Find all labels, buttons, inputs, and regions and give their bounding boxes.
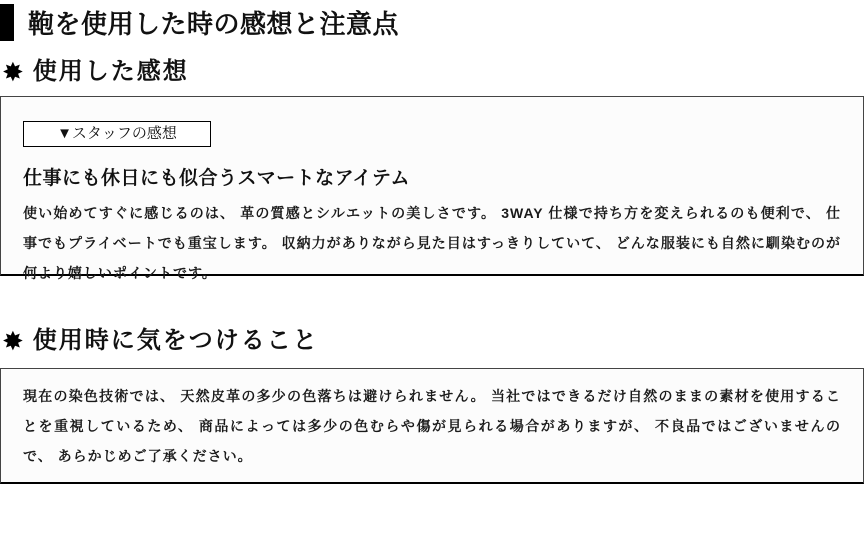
impressions-body-text: 使い始めてすぐに感じるのは、 革の質感とシルエットの美しさです。 3WAY 仕様で持ち方を変えられるのも便利で、 仕事でもプライベートでも重宝します。 収納力がありながら見た目はすっきりしていて、 どんな服装にも自然に馴染むのが何より嬉しいポイントです。 [23, 205, 841, 281]
section-heading-cautions-label: 使用時に気をつけること [32, 328, 319, 354]
page-title: 鞄を使用した時の感想と注意点 [28, 10, 400, 39]
cautions-box [0, 368, 864, 484]
title-accent-bar [0, 4, 14, 41]
page-title-row [0, 0, 864, 41]
star-icon: ✸ [2, 57, 24, 87]
star-icon: ✸ [2, 326, 24, 356]
cautions-body-text: 現在の染色技術では、 天然皮革の多少の色落ちは避けられません。 当社ではできるだけ自然のままの素材を使用することを重視しているため、 商品によっては多少の色むらや傷が見られる場合がありますが、 不良品ではございませんので、 あらかじめご了承ください。 [23, 388, 841, 464]
impressions-box [0, 96, 864, 281]
section-heading-impressions [2, 57, 864, 87]
section-heading-cautions [2, 326, 864, 356]
impressions-headline: 仕事にも休日にも似合うスマートなアイテム [23, 168, 410, 189]
section-heading-impressions-label: 使用した感想 [32, 59, 189, 85]
staff-comment-label: ▼スタッフの感想 [23, 121, 211, 147]
